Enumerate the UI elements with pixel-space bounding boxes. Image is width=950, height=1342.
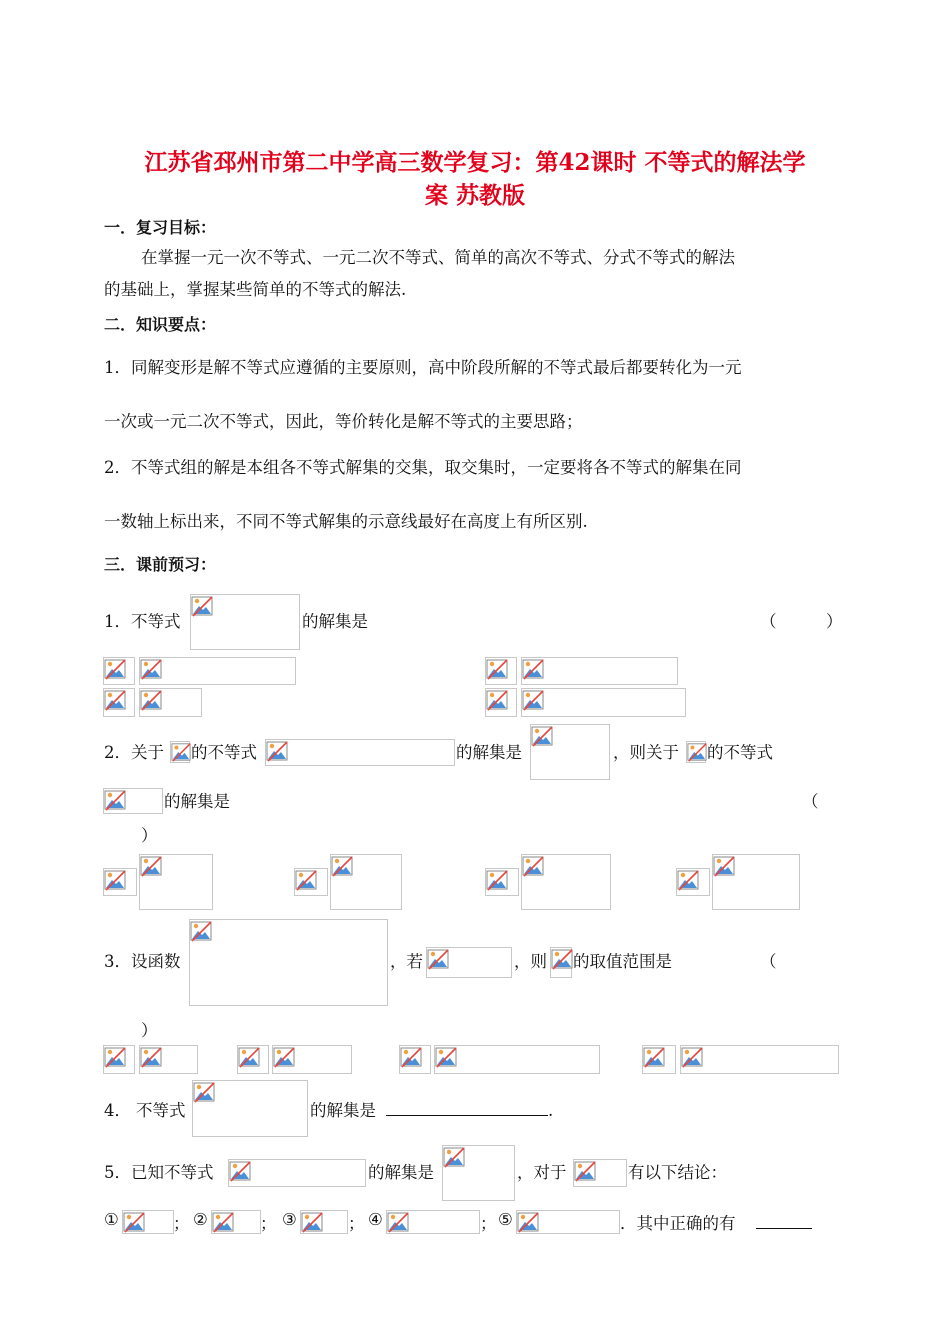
q4-answer-blank[interactable]	[386, 1097, 553, 1120]
q2-variable-image	[170, 741, 190, 763]
document-title-line2: 案 苏教版	[424, 182, 525, 209]
broken-image-icon	[531, 725, 553, 747]
q1-option-b-label	[485, 657, 517, 685]
broken-image-icon	[681, 1046, 703, 1068]
q2-option-c	[521, 854, 611, 910]
section-key-points-heading: 二．知识要点：	[104, 315, 217, 334]
q3-paren-open: （	[760, 952, 777, 971]
broken-image-icon	[713, 855, 735, 877]
q1-option-c	[139, 688, 202, 717]
q3-paren-close: ）	[141, 1021, 158, 1040]
q5-sep-2: ；	[260, 1214, 277, 1233]
q2-label: 2．关于	[104, 743, 164, 762]
q1-text: 的解集是	[302, 612, 368, 631]
broken-image-icon	[212, 1211, 234, 1233]
q5-blank-line[interactable]	[756, 1210, 812, 1229]
broken-image-icon	[643, 1046, 665, 1068]
q5-inequality-image	[228, 1159, 366, 1187]
q1-option-d	[521, 688, 686, 717]
q5-condition-image	[573, 1159, 627, 1187]
q3-text-c: ，则	[514, 952, 547, 971]
broken-image-icon	[171, 742, 191, 762]
q5-sep-4: ；	[480, 1214, 497, 1233]
q2-option-d	[712, 854, 800, 910]
q2-inequality-image-2	[103, 788, 163, 814]
q5-text-b: 的解集是	[368, 1163, 434, 1182]
broken-image-icon	[435, 1046, 457, 1068]
q5-text-d: 有以下结论：	[628, 1163, 727, 1182]
broken-image-icon	[140, 855, 162, 877]
q4-text-b: 不等式	[136, 1101, 186, 1120]
broken-image-icon	[295, 869, 317, 891]
q2-inequality-image	[265, 739, 455, 766]
broken-image-icon	[522, 658, 544, 680]
key-point-2-line2: 一数轴上标出来，不同不等式解集的示意线最好在高度上有所区别.	[104, 512, 588, 531]
q3-text-b: ，若	[390, 952, 423, 971]
q1-label: 1．不等式	[104, 612, 181, 631]
broken-image-icon	[104, 789, 126, 811]
q2-option-c-label	[485, 868, 519, 896]
broken-image-icon	[486, 658, 508, 680]
q1-option-d-label	[485, 688, 517, 717]
broken-image-icon	[331, 855, 353, 877]
q3-option-a	[139, 1045, 198, 1074]
document-title-line1: 江苏省邳州市第二中学高三数学复习：第42课时 不等式的解法学	[144, 149, 806, 176]
q1-formula-image	[190, 594, 300, 650]
q1-option-a-label	[103, 657, 135, 685]
broken-image-icon	[140, 658, 162, 680]
q2-text-b: 的不等式	[191, 743, 257, 762]
q4-label: 4．	[104, 1101, 131, 1120]
q1-option-a	[139, 657, 296, 685]
section-review-goals-heading: 一．复习目标：	[104, 218, 217, 237]
q5-item-4-image	[386, 1210, 480, 1234]
q5-label: 5．已知不等式	[104, 1163, 214, 1182]
broken-image-icon	[677, 869, 699, 891]
broken-image-icon	[140, 1046, 162, 1068]
q3-option-c	[434, 1045, 600, 1074]
q4-period: .	[548, 1101, 554, 1120]
broken-image-icon	[238, 1046, 260, 1068]
broken-image-icon	[301, 1211, 323, 1233]
q4-inequality-image	[192, 1080, 308, 1137]
broken-image-icon	[400, 1046, 422, 1068]
broken-image-icon	[104, 1046, 126, 1068]
q5-item-4-marker: ④	[368, 1210, 383, 1229]
broken-image-icon	[551, 948, 573, 970]
q2-text-e: 的不等式	[707, 743, 773, 762]
broken-image-icon	[191, 595, 213, 617]
broken-image-icon	[687, 742, 707, 762]
q5-item-3-image	[300, 1210, 348, 1234]
key-point-1-line2: 一次或一元二次不等式，因此，等价转化是解不等式的主要思路；	[104, 412, 583, 431]
broken-image-icon	[427, 948, 449, 970]
broken-image-icon	[443, 1146, 465, 1168]
q2-option-a	[139, 854, 213, 910]
q5-item-1-image	[122, 1210, 174, 1234]
q3-option-a-label	[103, 1045, 135, 1074]
q2-text-f: 的解集是	[164, 792, 230, 811]
q2-variable-image-2	[686, 741, 706, 763]
q2-option-b	[330, 854, 402, 910]
q5-sep-3: ；	[348, 1214, 365, 1233]
section-preview-heading: 三．课前预习：	[104, 555, 217, 574]
q5-solution-image	[442, 1145, 515, 1201]
broken-image-icon	[273, 1046, 295, 1068]
review-goals-paragraph-line1: 在掌握一元一次不等式、一元二次不等式、简单的高次不等式、分式不等式的解法	[141, 248, 735, 267]
q2-option-d-label	[676, 868, 710, 896]
q2-solution-image	[530, 724, 610, 780]
broken-image-icon	[123, 1211, 145, 1233]
broken-image-icon	[140, 689, 162, 711]
broken-image-icon	[104, 869, 126, 891]
q4-blank-line[interactable]	[386, 1097, 548, 1116]
broken-image-icon	[387, 1211, 409, 1233]
q2-option-a-label	[103, 868, 137, 896]
q2-option-b-label	[294, 868, 328, 896]
q5-item-5-marker: ⑤	[498, 1210, 513, 1229]
q4-text-c: 的解集是	[310, 1101, 376, 1120]
q3-condition-image	[426, 947, 512, 978]
q1-option-b	[521, 657, 678, 685]
q5-item-1-marker: ①	[104, 1210, 119, 1229]
q5-answer-blank[interactable]	[756, 1210, 812, 1233]
review-goals-paragraph-line2: 的基础上，掌握某些简单的不等式的解法.	[104, 280, 407, 299]
q2-paren-close: ）	[141, 826, 158, 845]
q3-label: 3．设函数	[104, 952, 181, 971]
q5-item-5-image	[516, 1210, 620, 1234]
broken-image-icon	[104, 689, 126, 711]
q5-sep-1: ；	[173, 1214, 190, 1233]
broken-image-icon	[190, 920, 212, 942]
q2-text-c: 的解集是	[456, 743, 522, 762]
broken-image-icon	[574, 1160, 596, 1182]
q3-option-b-label	[237, 1045, 269, 1074]
broken-image-icon	[522, 689, 544, 711]
broken-image-icon	[229, 1160, 251, 1182]
broken-image-icon	[486, 689, 508, 711]
q2-text-d: ，则关于	[613, 743, 679, 762]
q5-end-text: ．其中正确的有	[620, 1214, 736, 1233]
q1-answer-paren: （ ）	[760, 612, 843, 631]
q3-option-d	[680, 1045, 839, 1074]
broken-image-icon	[193, 1081, 215, 1103]
key-point-1-line1: 1．同解变形是解不等式应遵循的主要原则，高中阶段所解的不等式最后都要转化为一元	[104, 358, 742, 377]
broken-image-icon	[104, 658, 126, 680]
q3-variable-image	[550, 947, 572, 978]
q3-text-d: 的取值范围是	[573, 952, 672, 971]
q5-item-3-marker: ③	[282, 1210, 297, 1229]
q5-item-2-marker: ②	[193, 1210, 208, 1229]
q5-text-c: ，对于	[517, 1163, 567, 1182]
q3-option-b	[272, 1045, 352, 1074]
q3-option-d-label	[642, 1045, 676, 1074]
broken-image-icon	[486, 869, 508, 891]
broken-image-icon	[266, 740, 288, 762]
broken-image-icon	[522, 855, 544, 877]
key-point-2-line1: 2．不等式组的解是本组各不等式解集的交集，取交集时，一定要将各不等式的解集在同	[104, 458, 742, 477]
q5-item-2-image	[211, 1210, 261, 1234]
q3-function-image	[189, 919, 388, 1006]
q2-paren-open: （	[802, 792, 819, 811]
q1-option-c-label	[103, 688, 135, 717]
q3-option-c-label	[399, 1045, 431, 1074]
broken-image-icon	[517, 1211, 539, 1233]
